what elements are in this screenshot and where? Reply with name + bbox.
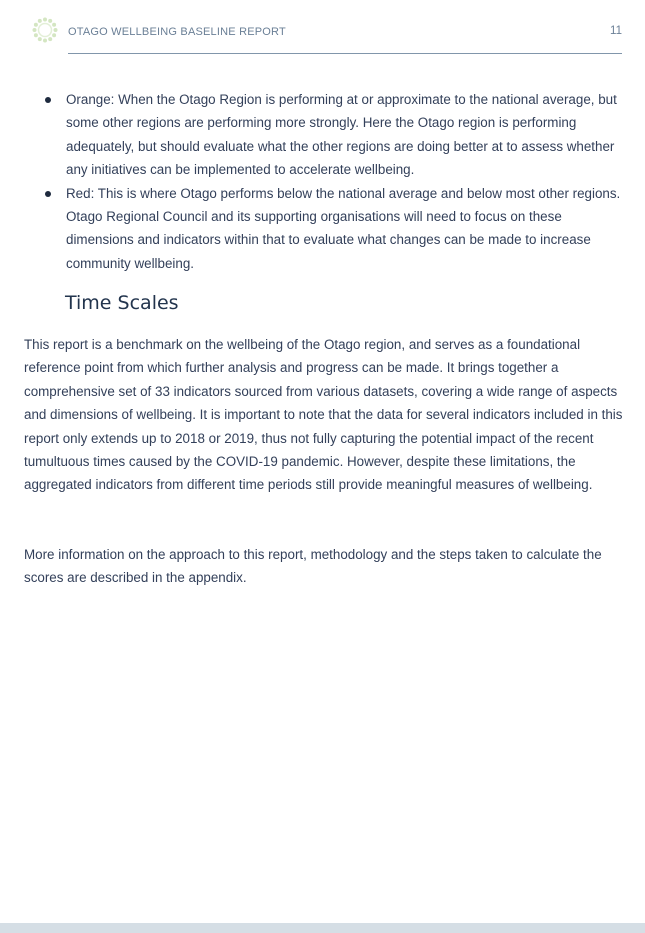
header-divider [68,53,622,54]
bullet-text: Orange: When the Otago Region is performing at or approximate to the national average, but some other regions are performing more strongly. Here the Otago region is performing adequately, but should evaluate what the other regions are doing better at to assess whether any initiatives can be implemented to accelerate wellbeing. [66,92,617,178]
bullet-item-red [0,182,645,276]
bullet-text: Red: This is where Otago performs below the national average and below most other regions. Otago Regional Council and its supporting organisations will need to focus on these dimensions and indicators within that to evaluate what changes can be made to increase community wellbeing. [66,185,621,271]
wreath-logo-icon [32,17,58,43]
section-heading: Time Scales [65,292,179,314]
bullet-icon [45,97,51,103]
bullet-icon [45,191,51,197]
footer-bar [0,923,645,933]
page-header [0,0,645,56]
body-paragraph: More information on the approach to this report, methodology and the steps taken to calculate the scores are described in the appendix. [24,547,602,586]
body-paragraph: This report is a benchmark on the wellbeing of the Otago region, and serves as a foundational reference point from which further analysis and progress can be made. It brings together a comprehensive set of 33 indicators sourced from various datasets, covering a wide range of aspects and dimensions of wellbeing. It is important to note that the data for several indicators included in this report only extends up to 2018 or 2019, thus not fully capturing the potential impact of the recent tumultuous times caused by the COVID-19 pandemic. However, despite these limitations, the aggregated indicators from different time periods still provide meaningful measures of wellbeing. [24,337,623,493]
page-number: 11 [610,25,622,37]
report-title: OTAGO WELLBEING BASELINE REPORT [68,26,286,38]
rating-bullet-list [0,88,645,275]
bullet-item-orange [0,88,645,182]
